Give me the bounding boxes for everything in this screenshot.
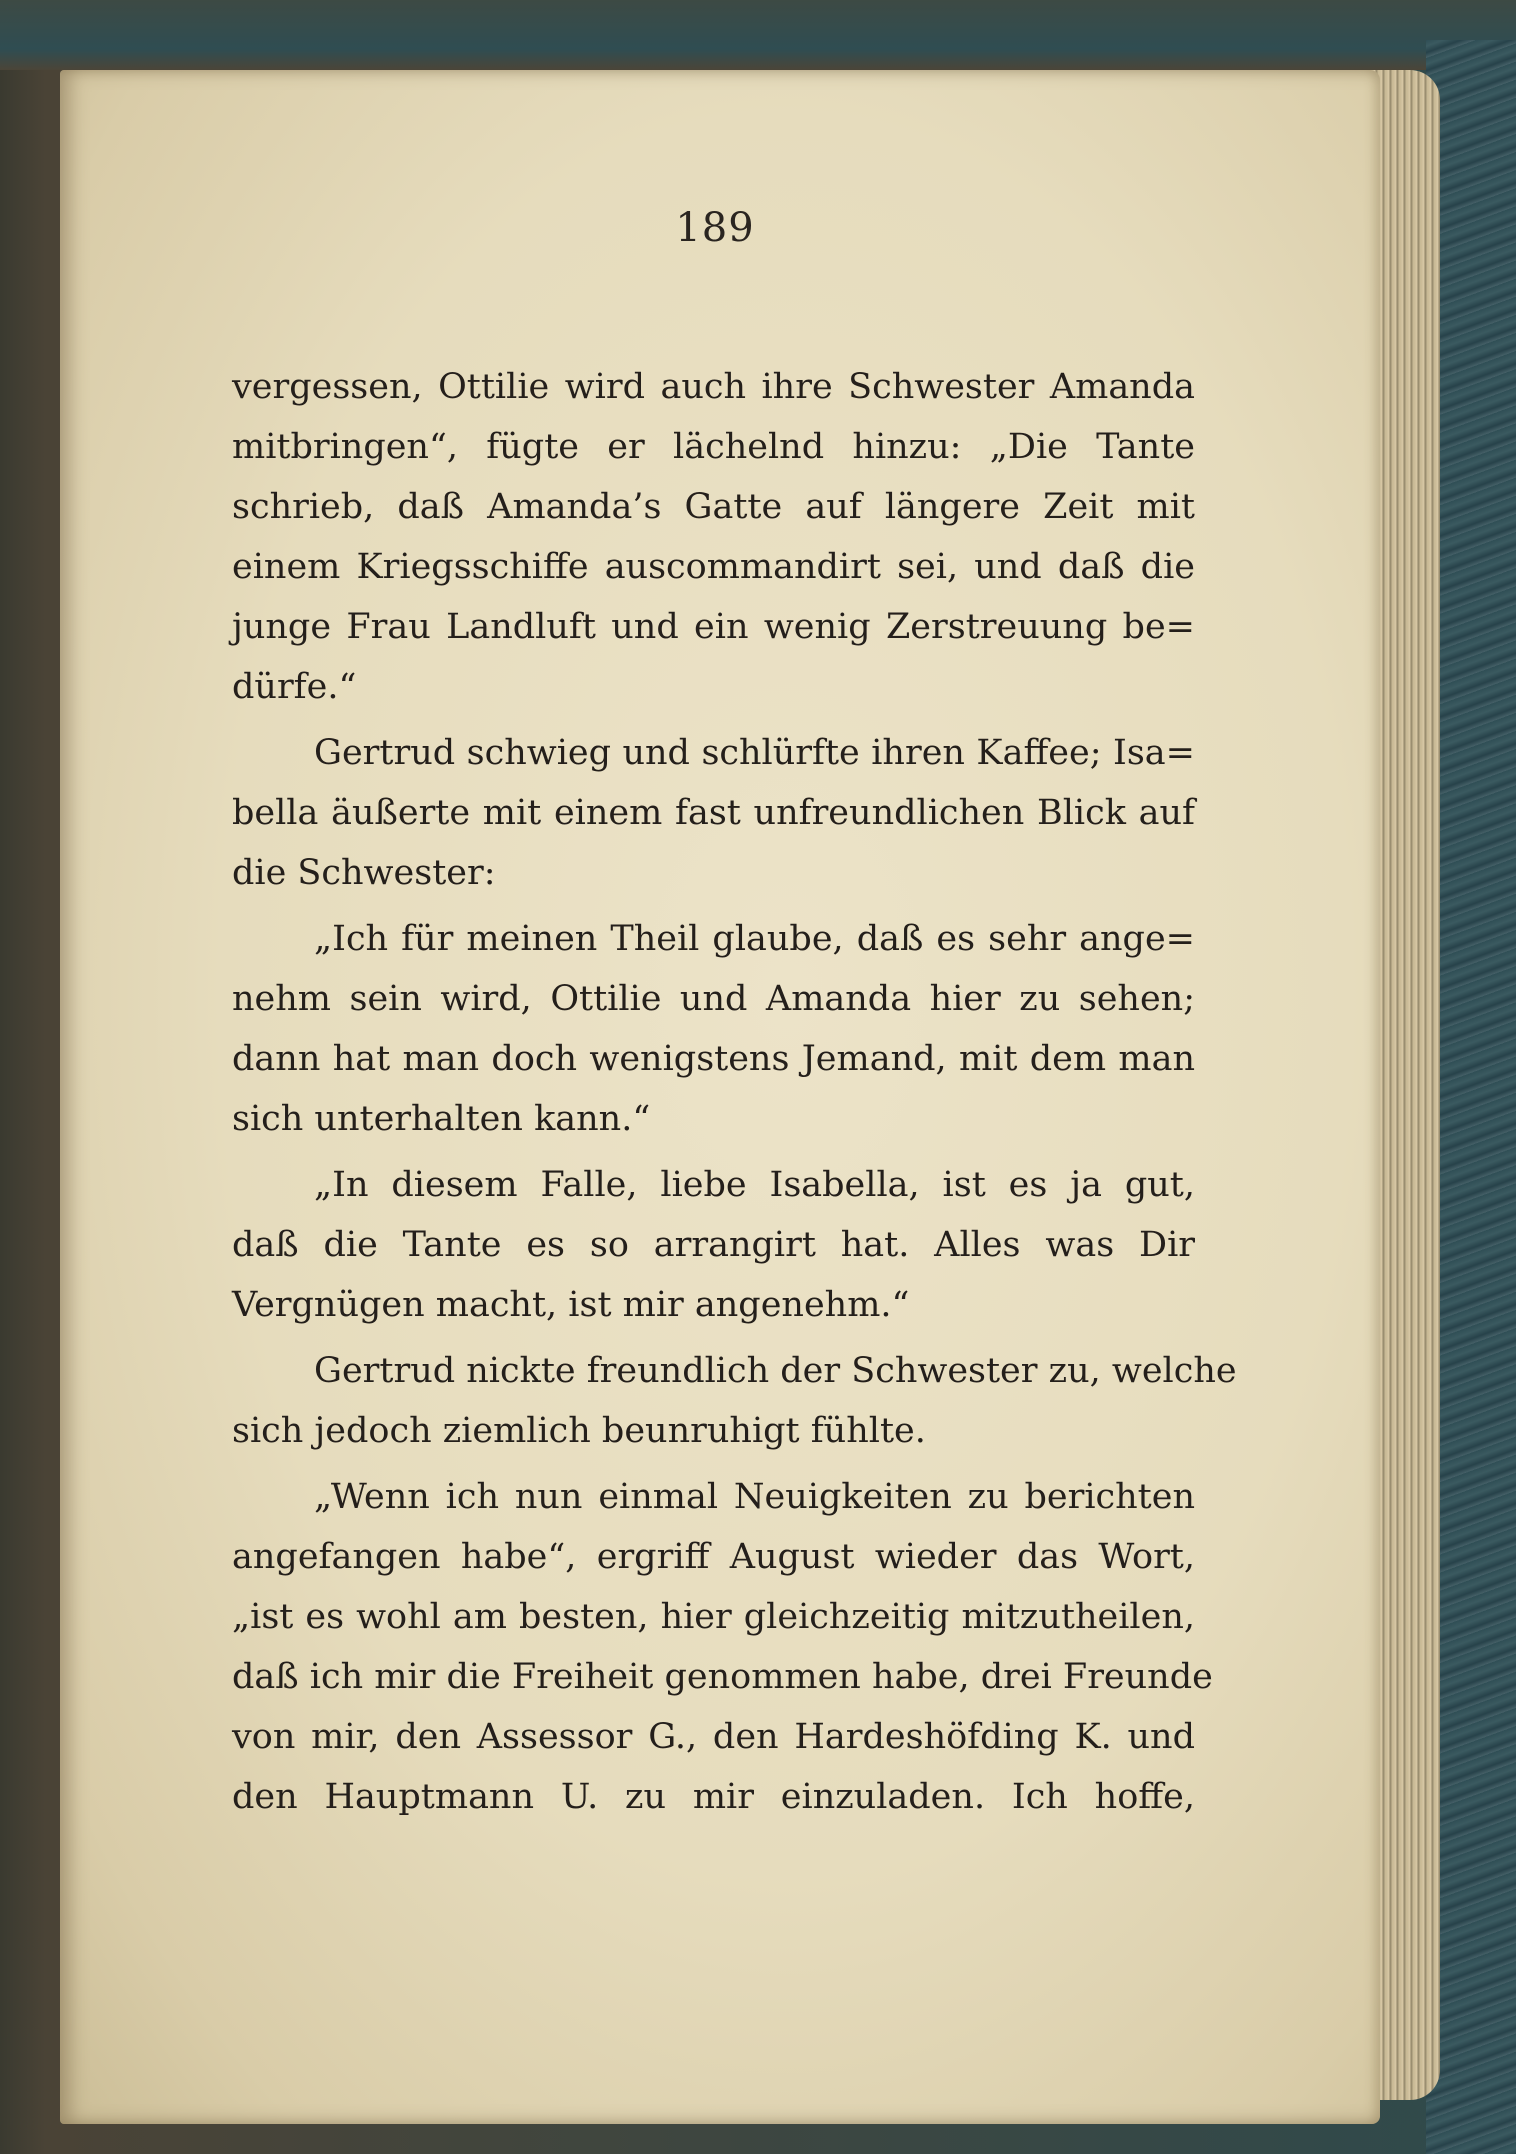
- text-line: Gertrud nickte freundlich der Schwester zu, welche: [314, 1351, 1237, 1391]
- text-line: junge Frau Landluft und ein wenig Zerstreuung be=: [232, 607, 1195, 647]
- text-line: sich unterhalten kann.“: [232, 1099, 651, 1139]
- text-line: schrieb, daß Amanda’s Gatte auf längere Zeit mit: [232, 487, 1195, 527]
- text-line: von mir, den Assessor G., den Hardeshöfding K. und: [232, 1717, 1195, 1757]
- text-line: daß ich mir die Freiheit genommen habe, drei Freunde: [232, 1657, 1213, 1697]
- text-line: dann hat man doch wenigstens Jemand, mit dem man: [232, 1039, 1195, 1079]
- text-line: dürfe.“: [232, 667, 357, 707]
- text-line: Gertrud schwieg und schlürfte ihren Kaffee; Isa=: [314, 733, 1195, 773]
- text-line: daß die Tante es so arrangirt hat. Alles was Dir: [232, 1225, 1195, 1265]
- text-line: „In diesem Falle, liebe Isabella, ist es ja gut,: [314, 1165, 1195, 1205]
- text-line: Vergnügen macht, ist mir angenehm.“: [232, 1285, 910, 1325]
- page-text: [232, 357, 1237, 1827]
- text-line: „Ich für meinen Theil glaube, daß es sehr ange=: [314, 919, 1195, 959]
- text-line: „Wenn ich nun einmal Neuigkeiten zu berichten: [314, 1477, 1195, 1517]
- page-number: 189: [675, 205, 755, 251]
- text-line: einem Kriegsschiffe auscommandirt sei, und daß die: [232, 547, 1195, 587]
- text-line: bella äußerte mit einem fast unfreundlichen Blick auf: [232, 793, 1195, 833]
- text-line: „ist es wohl am besten, hier gleichzeitig mitzutheilen,: [232, 1597, 1195, 1637]
- text-line: vergessen, Ottilie wird auch ihre Schwester Amanda: [232, 367, 1195, 407]
- text-line: die Schwester:: [232, 853, 496, 893]
- text-line: sich jedoch ziemlich beunruhigt fühlte.: [232, 1411, 926, 1451]
- text-line: mitbringen“, fügte er lächelnd hinzu: „Die Tante: [232, 427, 1195, 467]
- book-cover-top: [0, 0, 1516, 70]
- text-line: den Hauptmann U. zu mir einzuladen. Ich hoffe,: [232, 1777, 1195, 1817]
- text-line: angefangen habe“, ergriff August wieder das Wort,: [232, 1537, 1195, 1577]
- text-line: nehm sein wird, Ottilie und Amanda hier zu sehen;: [232, 979, 1195, 1019]
